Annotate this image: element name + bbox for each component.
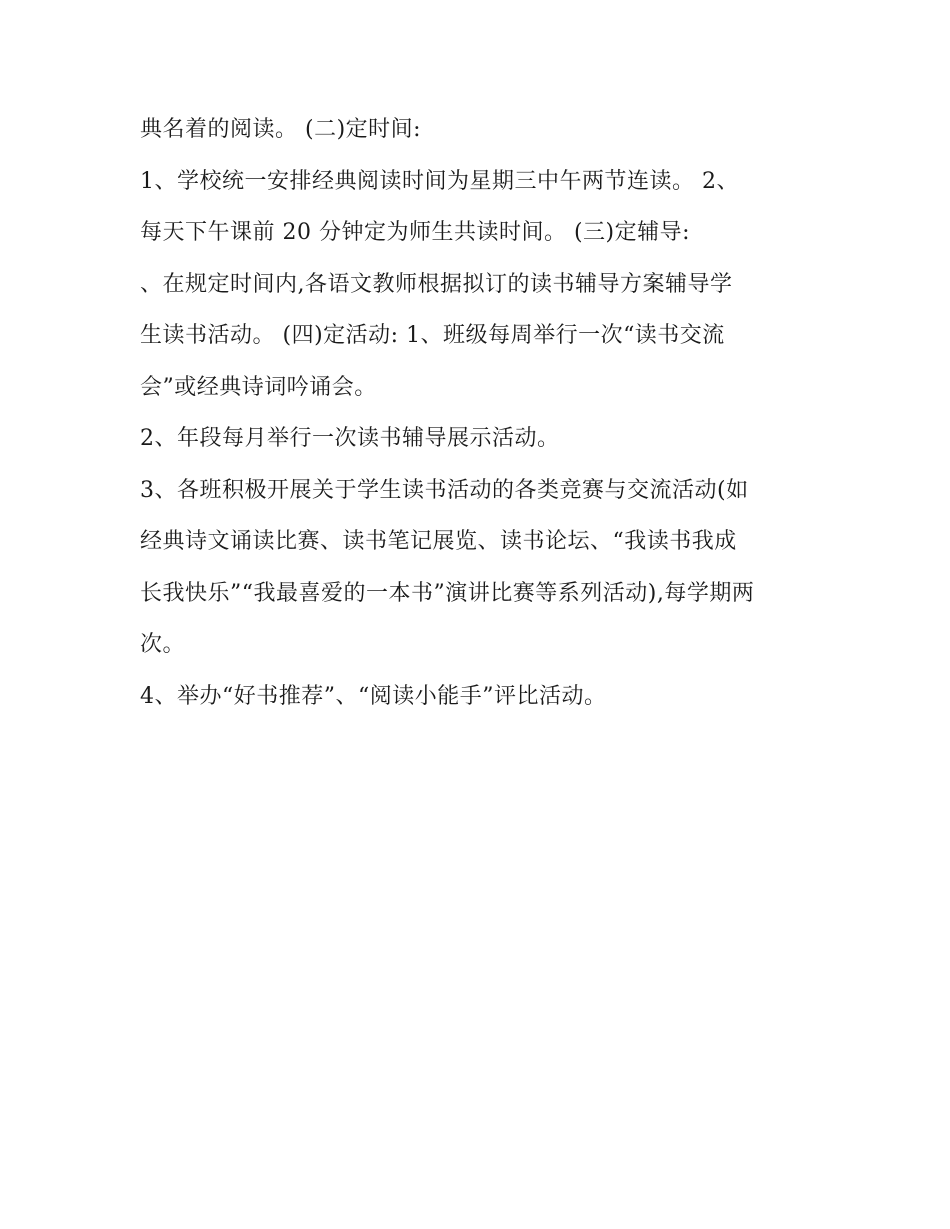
text-line: 每天下午课前 20 分钟定为师生共读时间。 (三)定辅导: <box>140 220 691 245</box>
text-line: 会”或经典诗词吟诵会。 <box>140 374 377 400</box>
text-line: 典名着的阅读。 (二)定时间: <box>140 117 422 142</box>
body-text <box>140 104 820 722</box>
text-line: 次。 <box>140 632 186 657</box>
text-line: 2、年段每月举行一次读书辅导展示活动。 <box>140 426 560 451</box>
text-line: 3、各班积极开展关于学生读书活动的各类竞赛与交流活动(如 <box>140 477 749 503</box>
text-line: 1、学校统一安排经典阅读时间为星期三中午两节连读。 2、 <box>140 168 739 194</box>
text-line: 经典诗文诵读比赛、读书笔记展览、读书论坛、“我读书我成 <box>140 529 737 554</box>
text-line: 4、举办“好书推荐”、“阅读小能手”评比活动。 <box>140 683 607 709</box>
text-line: 生读书活动。 (四)定活动: 1、班级每周举行一次“读书交流 <box>140 323 725 348</box>
text-line: 长我快乐”“我最喜爱的一本书”演讲比赛等系列活动),每学期两 <box>140 580 755 606</box>
text-line: 、在规定时间内,各语文教师根据拟订的读书辅导方案辅导学 <box>140 271 733 297</box>
